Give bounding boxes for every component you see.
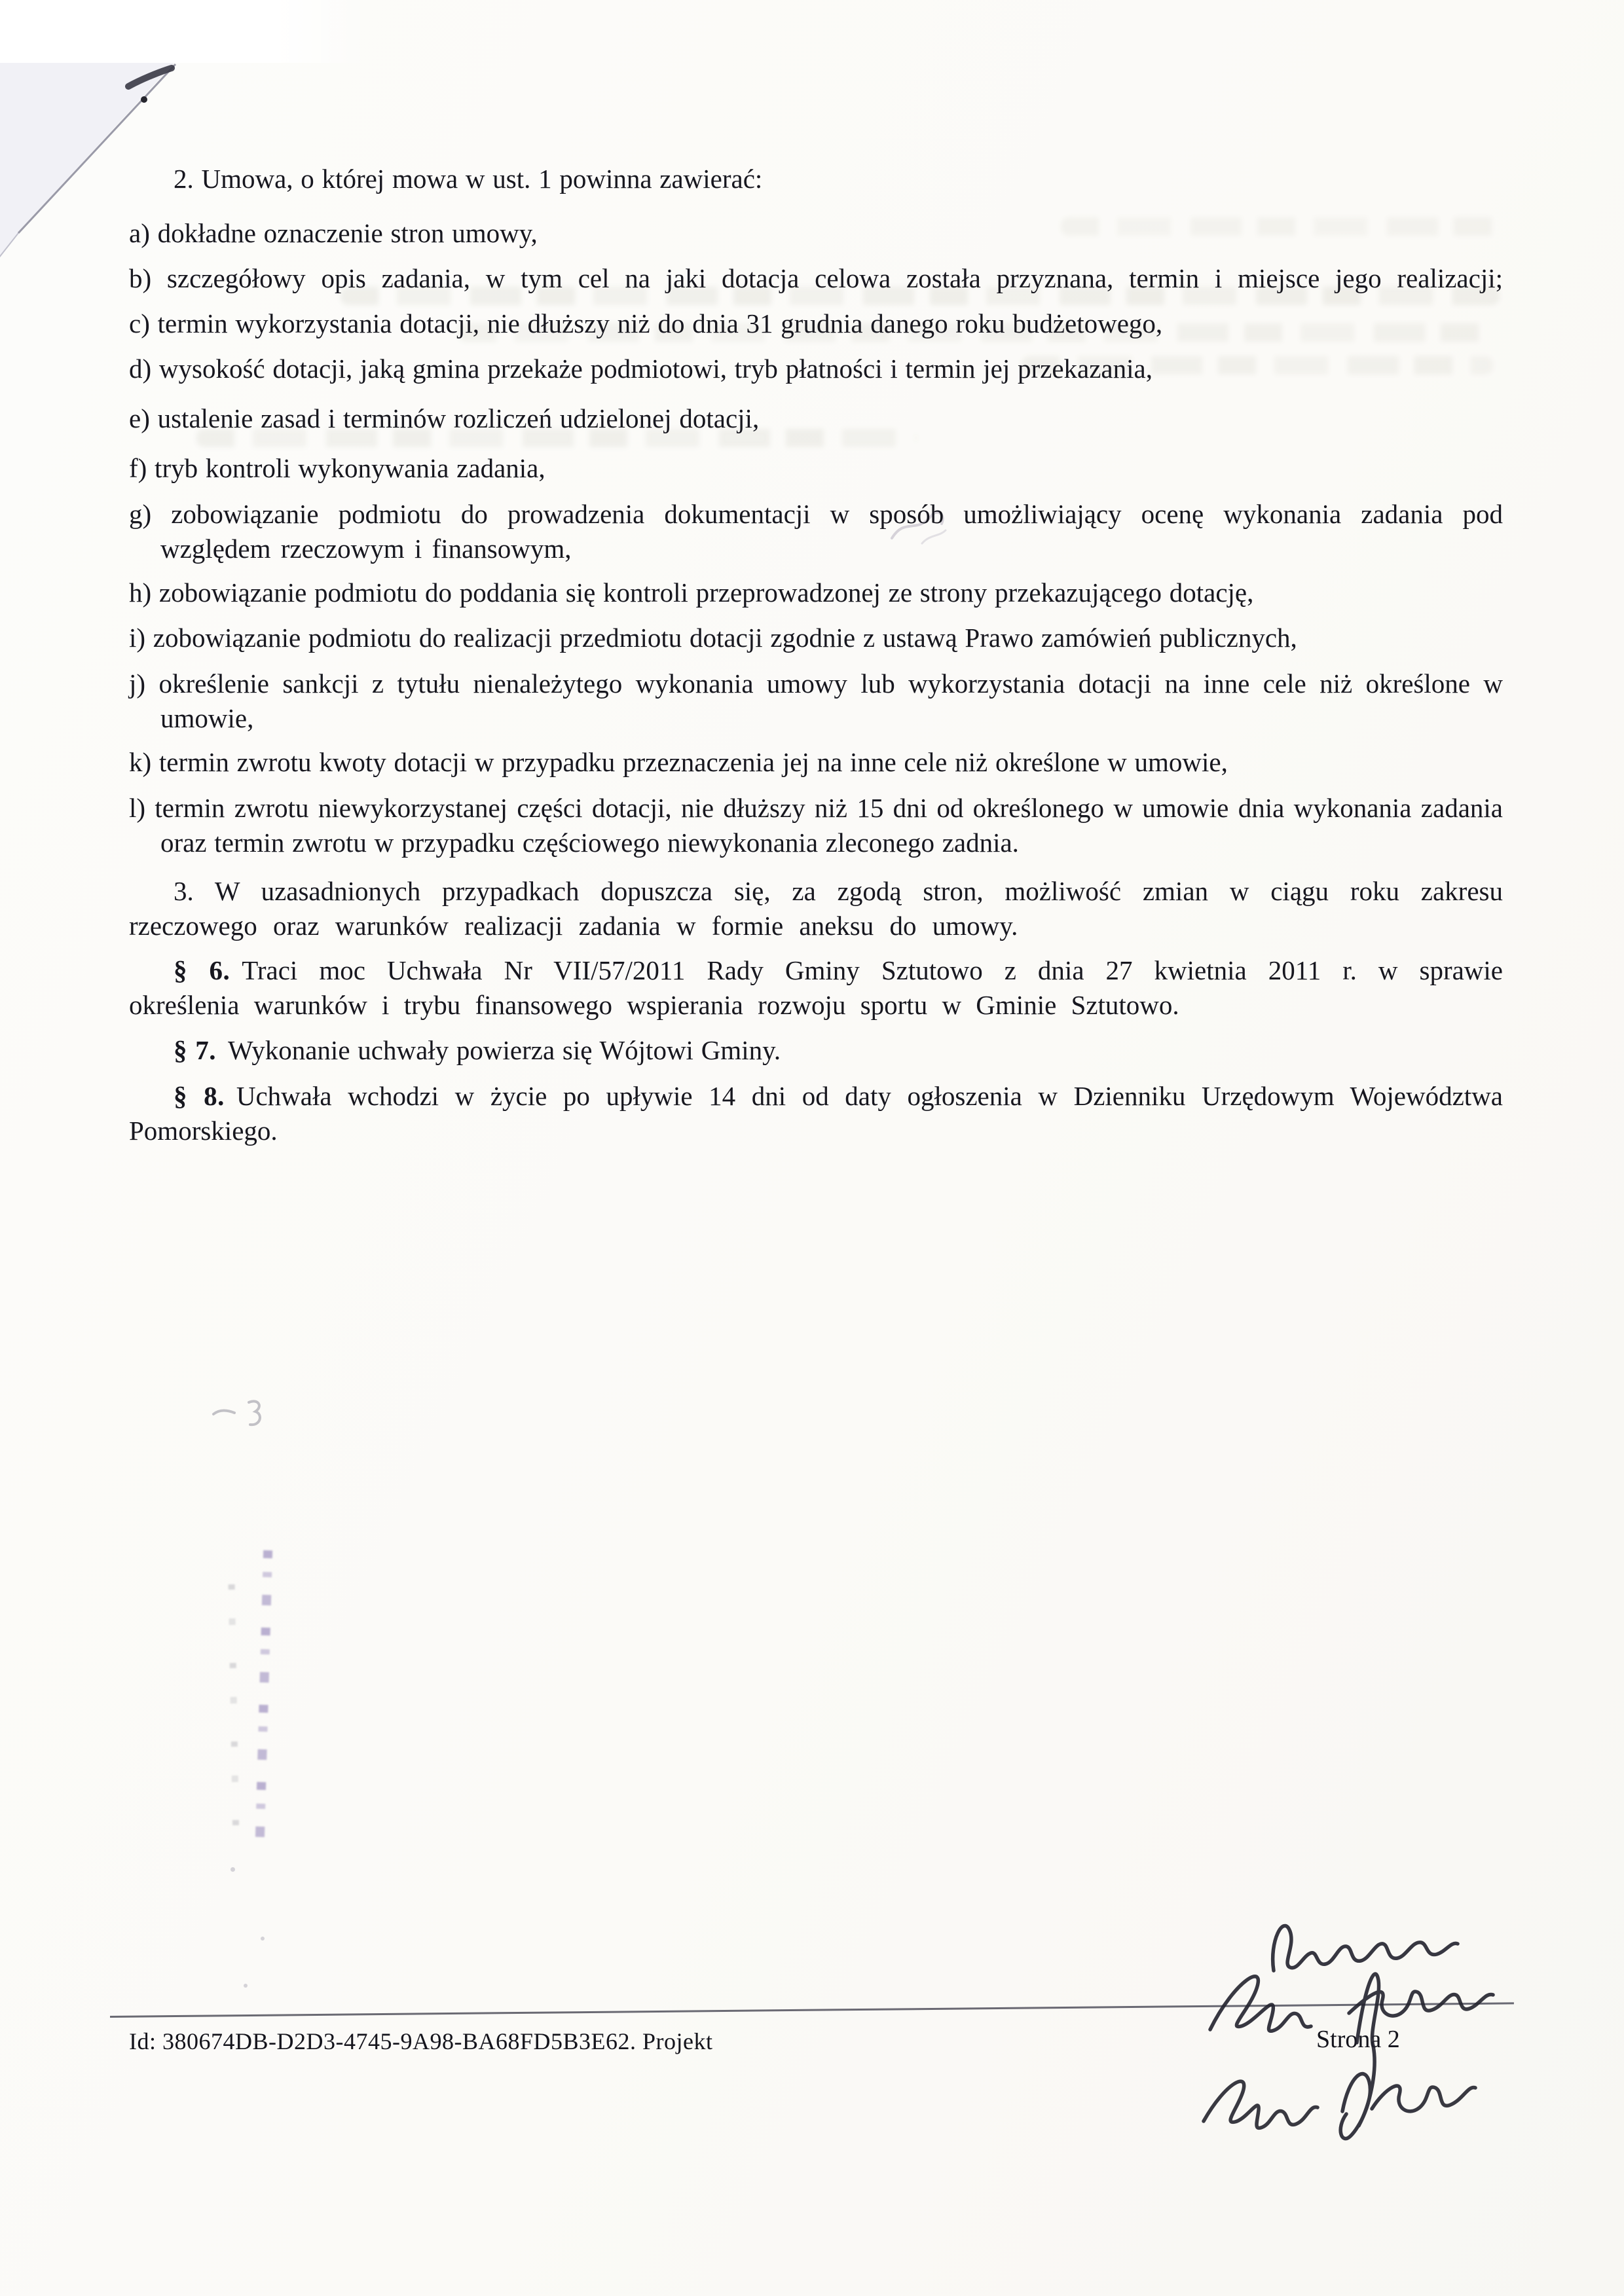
section-7 [129,1033,1503,1068]
stray-pen-marks [208,1396,280,1448]
ink-blob [141,96,147,103]
signature-stroke [1372,2086,1475,2111]
section-8-text: Uchwała wchodzi w życie po upływie 14 dni od daty ogłoszenia w Dzienniku Urzędowym Województwa Pomorskiego. [129,1081,1503,1146]
section-8-label: § 8. [174,1081,225,1111]
ink-speck [231,1867,235,1872]
list-item-k: k) termin zwrotu kwoty dotacji w przypadku przeznaczenia jej na inne cele niż określone w umowie, [129,747,1228,777]
signature-stroke [1210,1977,1311,2031]
signature-stroke [1204,2081,1318,2128]
page-number: Strona 2 [1316,2026,1400,2053]
signature-stroke [1273,1925,1458,1971]
handwritten-signature [1185,1895,1526,2151]
signature-stroke [1349,1992,1493,2016]
section-6-label: § 6. [174,955,231,985]
list-item-b: b) szczegółowy opis zadania, w tym cel na jaki dotacja celowa została przyznana, termin i miejsce jego realizacji; [129,263,1503,293]
section-6 [129,953,1503,1023]
bleedthrough-ink-column [229,1584,240,1840]
signature-stroke [1357,1974,1379,2046]
list-item-c: c) termin wykorzystania dotacji, nie dłuższy niż do dnia 31 grudnia danego roku budżetowego, [129,308,1163,338]
paragraph-2-intro: 2. Umowa, o której mowa w ust. 1 powinna zawierać: [174,164,763,194]
list-item-l: l) termin zwrotu niewykorzystanej części dotacji, nie dłuższy niż 15 dni od określonego w umowie dnia wykonania zadania oraz termin zwrotu w przypadku częściowego niewykonania zleconego zadnia. [129,793,1503,858]
document-id: Id: 380674DB-D2D3-4745-9A98-BA68FD5B3E62. Projekt [129,2028,713,2054]
list-item-h: h) zobowiązanie podmiotu do poddania się kontroli przeprowadzonej ze strony przekazującego dotację, [129,577,1254,608]
ink-speck [244,1984,248,1988]
list-item-g: g) zobowiązanie podmiotu do prowadzenia dokumentacji w sposób umożliwiający ocenę wykonania zadania pod względem rzeczowym i finansowym, [129,499,1503,564]
list-item-j: j) określenie sankcji z tytułu nienależytego wykonania umowy lub wykorzystania dotacji na inne cele niż określone w umowie, [129,668,1503,733]
signature-stroke [1340,2074,1370,2139]
paragraph-3: 3. W uzasadnionych przypadkach dopuszcza się, za zgodą stron, możliwość zmian w ciągu roku zakresu rzeczowego oraz warunków realizacji zadania w formie aneksu do umowy. [129,876,1503,941]
list-item-a: a) dokładne oznaczenie stron umowy, [129,218,538,248]
list-item-d: d) wysokość dotacji, jaką gmina przekaże podmiotowi, tryb płatności i termin jej przekazania, [129,354,1153,384]
list-item-e: e) ustalenie zasad i terminów rozliczeń udzielonej dotacji, [129,403,760,433]
document-content [129,162,1503,1148]
section-7-label: § 7. [174,1035,216,1065]
section-8 [129,1079,1503,1148]
scanner-margin-strip [0,0,367,63]
ink-speck [261,1937,265,1941]
section-7-text: Wykonanie uchwały powierza się Wójtowi Gminy. [228,1035,781,1065]
list-item-i: i) zobowiązanie podmiotu do realizacji przedmiotu dotacji zgodnie z ustawą Prawo zamówień publicznych, [129,623,1297,653]
signature-stroke [1359,2046,1375,2126]
list-item-f: f) tryb kontroli wykonywania zadania, [129,453,545,483]
bleedthrough-ink-column [255,1550,272,1838]
section-6-text: Traci moc Uchwała Nr VII/57/2011 Rady Gminy Sztutowo z dnia 27 kwietnia 2011 r. w sprawie określenia warunków i trybu finansowego wspierania rozwoju sportu w Gminie Sztutowo. [129,955,1503,1020]
